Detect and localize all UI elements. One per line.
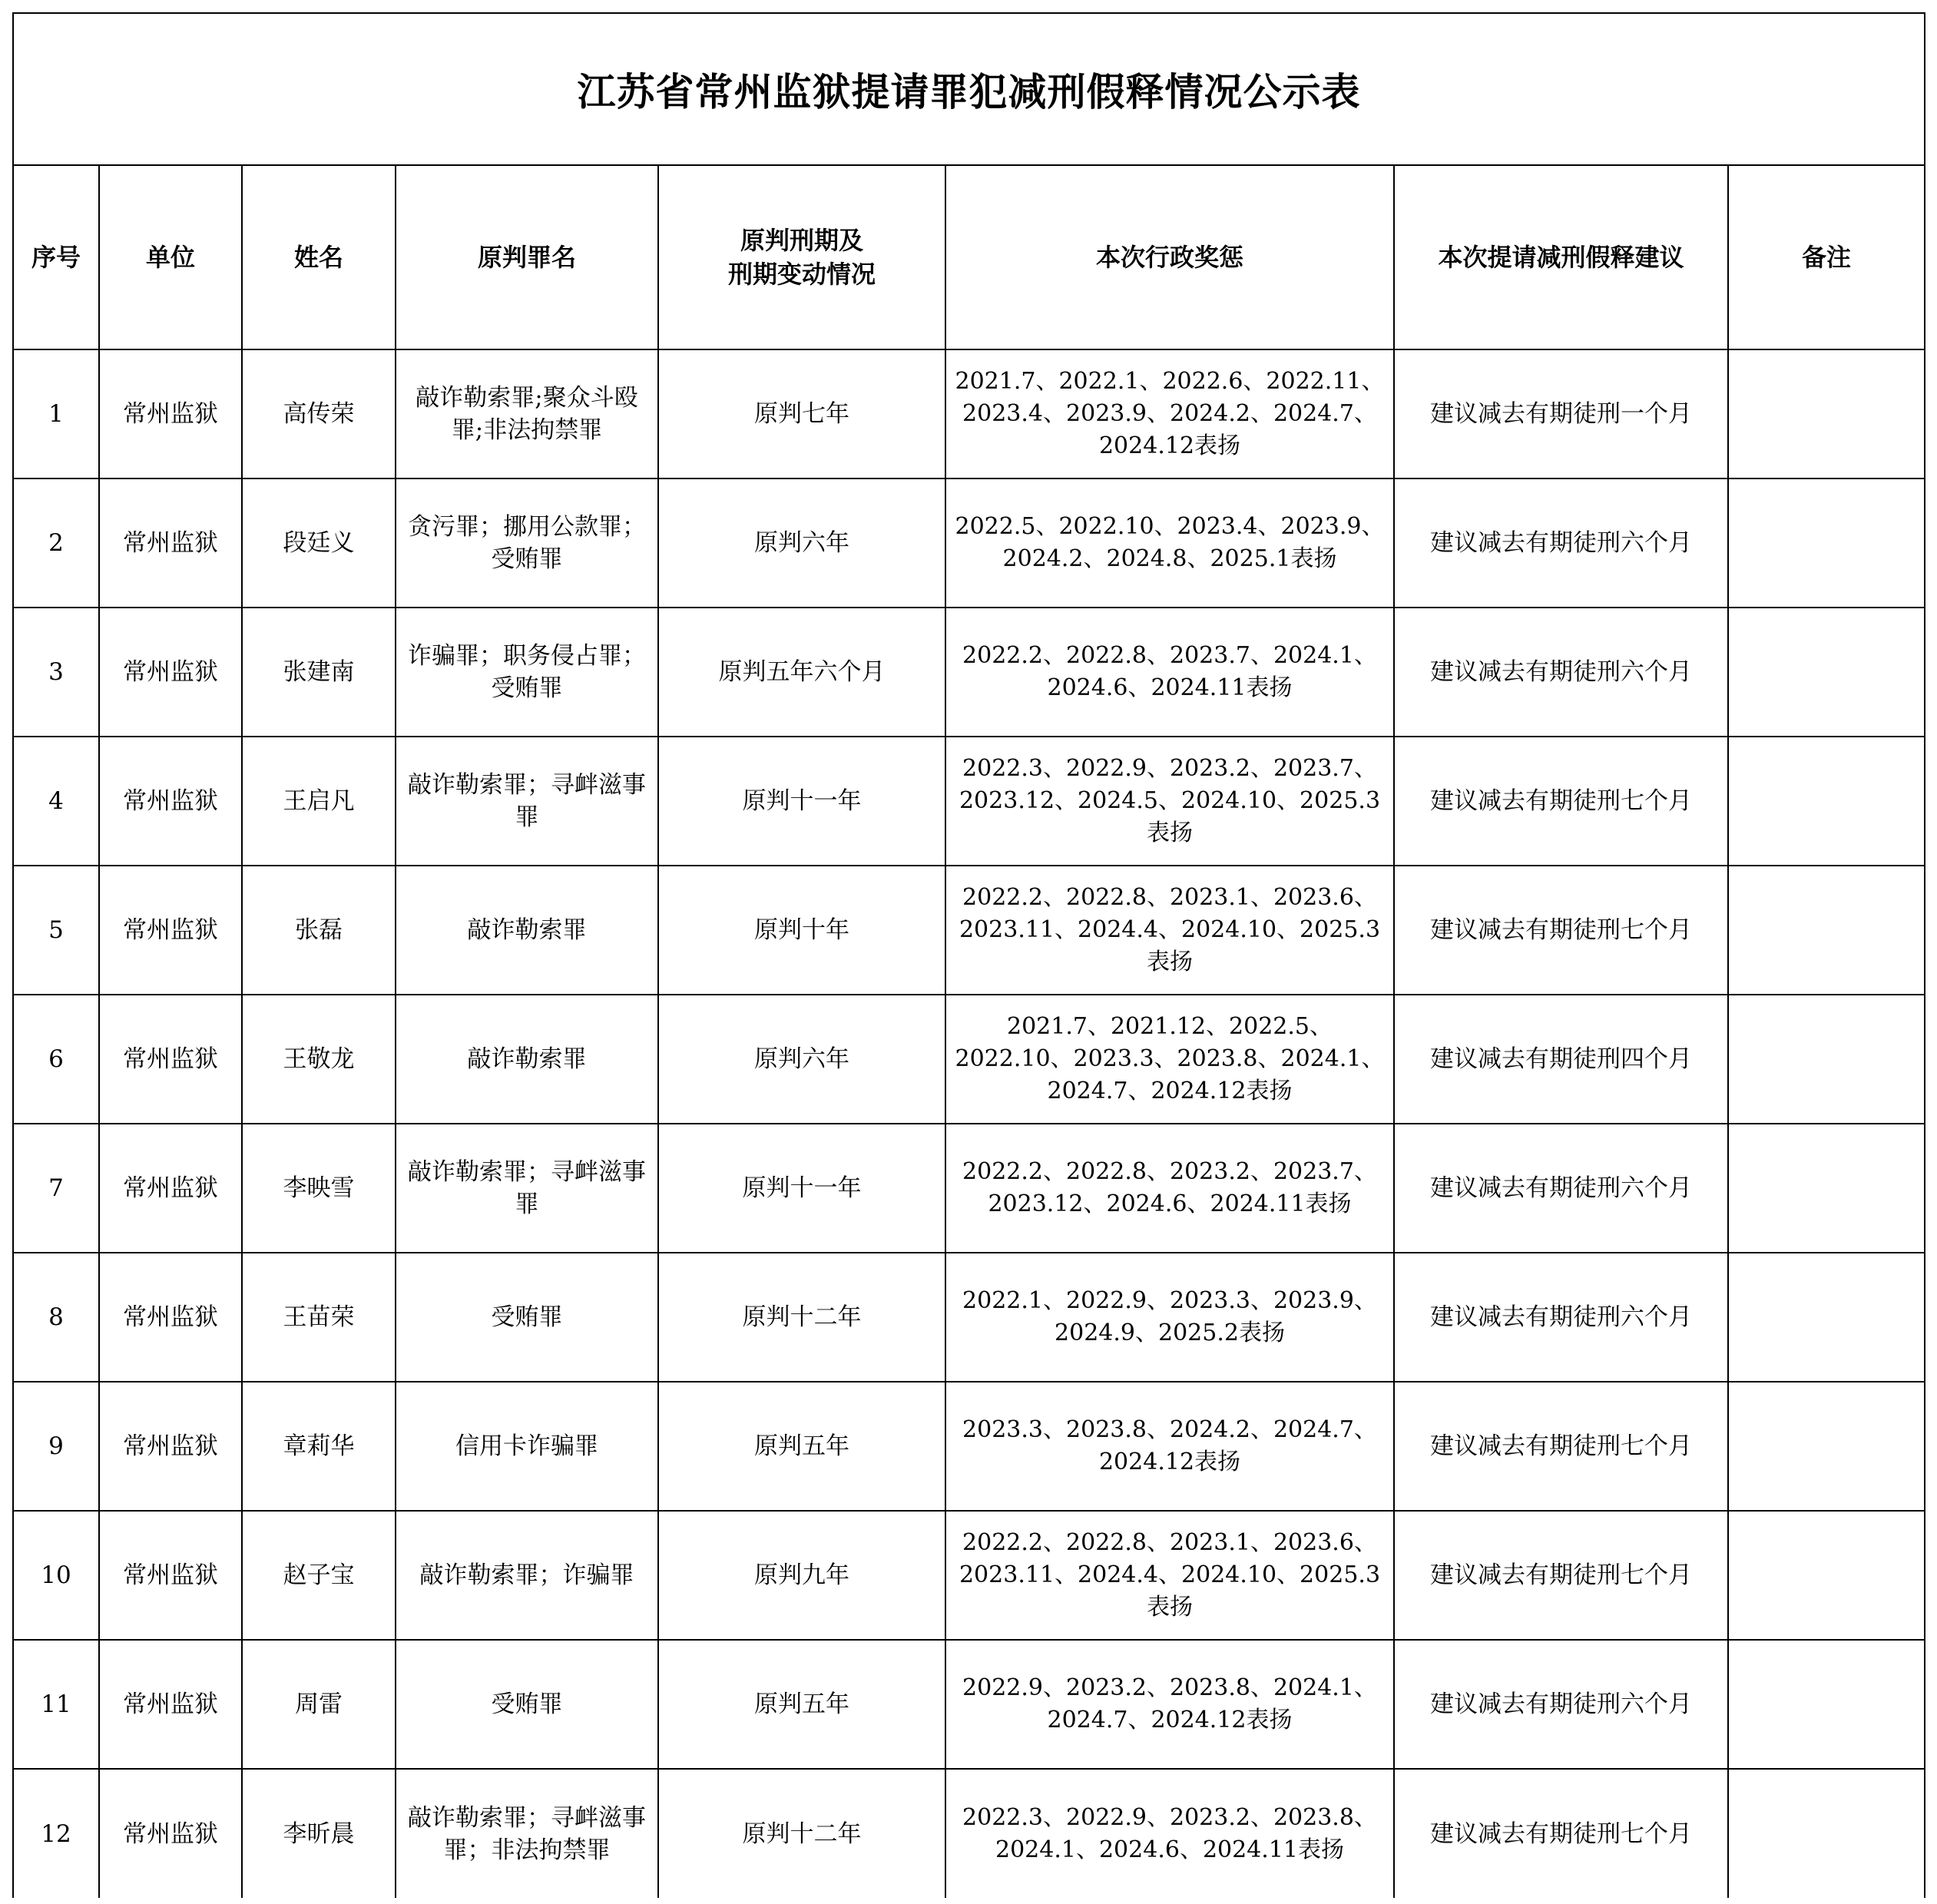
cell-awards: 2022.2、2022.8、2023.1、2023.6、2023.11、2024.4、2024.10、2025.3表扬 — [945, 866, 1394, 995]
cell-sentence: 原判十二年 — [658, 1769, 945, 1898]
header-awards: 本次行政奖惩 — [945, 165, 1394, 349]
header-unit: 单位 — [99, 165, 242, 349]
cell-name: 王敬龙 — [242, 995, 396, 1124]
cell-seq: 12 — [13, 1769, 99, 1898]
table-row — [13, 349, 1925, 478]
cell-name: 王启凡 — [242, 737, 396, 866]
cell-name: 章莉华 — [242, 1382, 396, 1511]
cell-seq: 1 — [13, 349, 99, 478]
cell-unit: 常州监狱 — [99, 349, 242, 478]
table-row — [13, 1769, 1925, 1898]
page-title: 江苏省常州监狱提请罪犯减刑假释情况公示表 — [13, 13, 1925, 165]
cell-crime: 信用卡诈骗罪 — [396, 1382, 658, 1511]
cell-sentence: 原判七年 — [658, 349, 945, 478]
cell-proposal: 建议减去有期徒刑七个月 — [1394, 737, 1728, 866]
cell-remark — [1728, 1124, 1925, 1253]
table-row — [13, 478, 1925, 608]
cell-unit: 常州监狱 — [99, 478, 242, 608]
cell-proposal: 建议减去有期徒刑一个月 — [1394, 349, 1728, 478]
cell-awards: 2021.7、2021.12、2022.5、2022.10、2023.3、2023.8、2024.1、2024.7、2024.12表扬 — [945, 995, 1394, 1124]
cell-awards: 2022.9、2023.2、2023.8、2024.1、2024.7、2024.12表扬 — [945, 1640, 1394, 1769]
cell-unit: 常州监狱 — [99, 1511, 242, 1640]
header-name: 姓名 — [242, 165, 396, 349]
header-sentence: 原判刑期及 刑期变动情况 — [658, 165, 945, 349]
cell-sentence: 原判六年 — [658, 995, 945, 1124]
title-row — [13, 13, 1925, 165]
table-row — [13, 737, 1925, 866]
cell-remark — [1728, 1382, 1925, 1511]
cell-sentence: 原判十年 — [658, 866, 945, 995]
cell-unit: 常州监狱 — [99, 866, 242, 995]
table-row — [13, 1253, 1925, 1382]
cell-unit: 常州监狱 — [99, 1124, 242, 1253]
cell-name: 赵子宝 — [242, 1511, 396, 1640]
cell-proposal: 建议减去有期徒刑七个月 — [1394, 1769, 1728, 1898]
cell-seq: 7 — [13, 1124, 99, 1253]
cell-remark — [1728, 866, 1925, 995]
cell-seq: 5 — [13, 866, 99, 995]
cell-sentence: 原判五年六个月 — [658, 608, 945, 737]
cell-remark — [1728, 1769, 1925, 1898]
header-proposal: 本次提请减刑假释建议 — [1394, 165, 1728, 349]
cell-proposal: 建议减去有期徒刑七个月 — [1394, 1511, 1728, 1640]
cell-remark — [1728, 1253, 1925, 1382]
cell-crime: 敲诈勒索罪；诈骗罪 — [396, 1511, 658, 1640]
cell-crime: 敲诈勒索罪 — [396, 866, 658, 995]
cell-remark — [1728, 1511, 1925, 1640]
cell-awards: 2022.3、2022.9、2023.2、2023.7、2023.12、2024.5、2024.10、2025.3表扬 — [945, 737, 1394, 866]
cell-proposal: 建议减去有期徒刑七个月 — [1394, 1382, 1728, 1511]
cell-awards: 2023.3、2023.8、2024.2、2024.7、2024.12表扬 — [945, 1382, 1394, 1511]
cell-unit: 常州监狱 — [99, 1640, 242, 1769]
cell-unit: 常州监狱 — [99, 1382, 242, 1511]
cell-name: 段廷义 — [242, 478, 396, 608]
cell-name: 张建南 — [242, 608, 396, 737]
cell-name: 周雷 — [242, 1640, 396, 1769]
cell-sentence: 原判十二年 — [658, 1253, 945, 1382]
cell-crime: 受贿罪 — [396, 1253, 658, 1382]
cell-proposal: 建议减去有期徒刑六个月 — [1394, 1124, 1728, 1253]
publicity-table — [12, 12, 1925, 1898]
cell-crime: 敲诈勒索罪；寻衅滋事罪 — [396, 1124, 658, 1253]
table-row — [13, 995, 1925, 1124]
cell-name: 张磊 — [242, 866, 396, 995]
cell-crime: 敲诈勒索罪；寻衅滋事罪 — [396, 737, 658, 866]
cell-seq: 10 — [13, 1511, 99, 1640]
cell-remark — [1728, 349, 1925, 478]
cell-name: 王苗荣 — [242, 1253, 396, 1382]
cell-seq: 6 — [13, 995, 99, 1124]
cell-remark — [1728, 608, 1925, 737]
cell-proposal: 建议减去有期徒刑六个月 — [1394, 478, 1728, 608]
cell-awards: 2021.7、2022.1、2022.6、2022.11、2023.4、2023.9、2024.2、2024.7、2024.12表扬 — [945, 349, 1394, 478]
cell-awards: 2022.3、2022.9、2023.2、2023.8、2024.1、2024.6、2024.11表扬 — [945, 1769, 1394, 1898]
cell-seq: 3 — [13, 608, 99, 737]
cell-crime: 诈骗罪；职务侵占罪；受贿罪 — [396, 608, 658, 737]
cell-seq: 4 — [13, 737, 99, 866]
table-row — [13, 1382, 1925, 1511]
cell-remark — [1728, 1640, 1925, 1769]
cell-proposal: 建议减去有期徒刑七个月 — [1394, 866, 1728, 995]
cell-awards: 2022.1、2022.9、2023.3、2023.9、2024.9、2025.2表扬 — [945, 1253, 1394, 1382]
header-crime: 原判罪名 — [396, 165, 658, 349]
table-row — [13, 866, 1925, 995]
cell-crime: 贪污罪；挪用公款罪；受贿罪 — [396, 478, 658, 608]
cell-awards: 2022.2、2022.8、2023.7、2024.1、2024.6、2024.11表扬 — [945, 608, 1394, 737]
cell-unit: 常州监狱 — [99, 995, 242, 1124]
cell-sentence: 原判九年 — [658, 1511, 945, 1640]
cell-sentence: 原判十一年 — [658, 737, 945, 866]
table-row — [13, 1124, 1925, 1253]
header-row — [13, 165, 1925, 349]
cell-proposal: 建议减去有期徒刑四个月 — [1394, 995, 1728, 1124]
cell-remark — [1728, 478, 1925, 608]
cell-sentence: 原判六年 — [658, 478, 945, 608]
cell-sentence: 原判五年 — [658, 1640, 945, 1769]
cell-remark — [1728, 995, 1925, 1124]
cell-crime: 敲诈勒索罪；寻衅滋事罪；非法拘禁罪 — [396, 1769, 658, 1898]
cell-remark — [1728, 737, 1925, 866]
table-row — [13, 608, 1925, 737]
table-row — [13, 1640, 1925, 1769]
cell-awards: 2022.5、2022.10、2023.4、2023.9、2024.2、2024.8、2025.1表扬 — [945, 478, 1394, 608]
cell-crime: 敲诈勒索罪 — [396, 995, 658, 1124]
cell-seq: 9 — [13, 1382, 99, 1511]
cell-unit: 常州监狱 — [99, 1769, 242, 1898]
table-row — [13, 1511, 1925, 1640]
cell-seq: 2 — [13, 478, 99, 608]
header-seq: 序号 — [13, 165, 99, 349]
cell-awards: 2022.2、2022.8、2023.2、2023.7、2023.12、2024.6、2024.11表扬 — [945, 1124, 1394, 1253]
cell-unit: 常州监狱 — [99, 608, 242, 737]
cell-awards: 2022.2、2022.8、2023.1、2023.6、2023.11、2024.4、2024.10、2025.3表扬 — [945, 1511, 1394, 1640]
cell-crime: 敲诈勒索罪;聚众斗殴罪;非法拘禁罪 — [396, 349, 658, 478]
cell-proposal: 建议减去有期徒刑六个月 — [1394, 1253, 1728, 1382]
cell-name: 高传荣 — [242, 349, 396, 478]
cell-proposal: 建议减去有期徒刑六个月 — [1394, 608, 1728, 737]
cell-seq: 8 — [13, 1253, 99, 1382]
cell-name: 李映雪 — [242, 1124, 396, 1253]
cell-proposal: 建议减去有期徒刑六个月 — [1394, 1640, 1728, 1769]
cell-crime: 受贿罪 — [396, 1640, 658, 1769]
cell-unit: 常州监狱 — [99, 1253, 242, 1382]
cell-sentence: 原判十一年 — [658, 1124, 945, 1253]
header-remark: 备注 — [1728, 165, 1925, 349]
cell-unit: 常州监狱 — [99, 737, 242, 866]
cell-name: 李昕晨 — [242, 1769, 396, 1898]
cell-seq: 11 — [13, 1640, 99, 1769]
cell-sentence: 原判五年 — [658, 1382, 945, 1511]
